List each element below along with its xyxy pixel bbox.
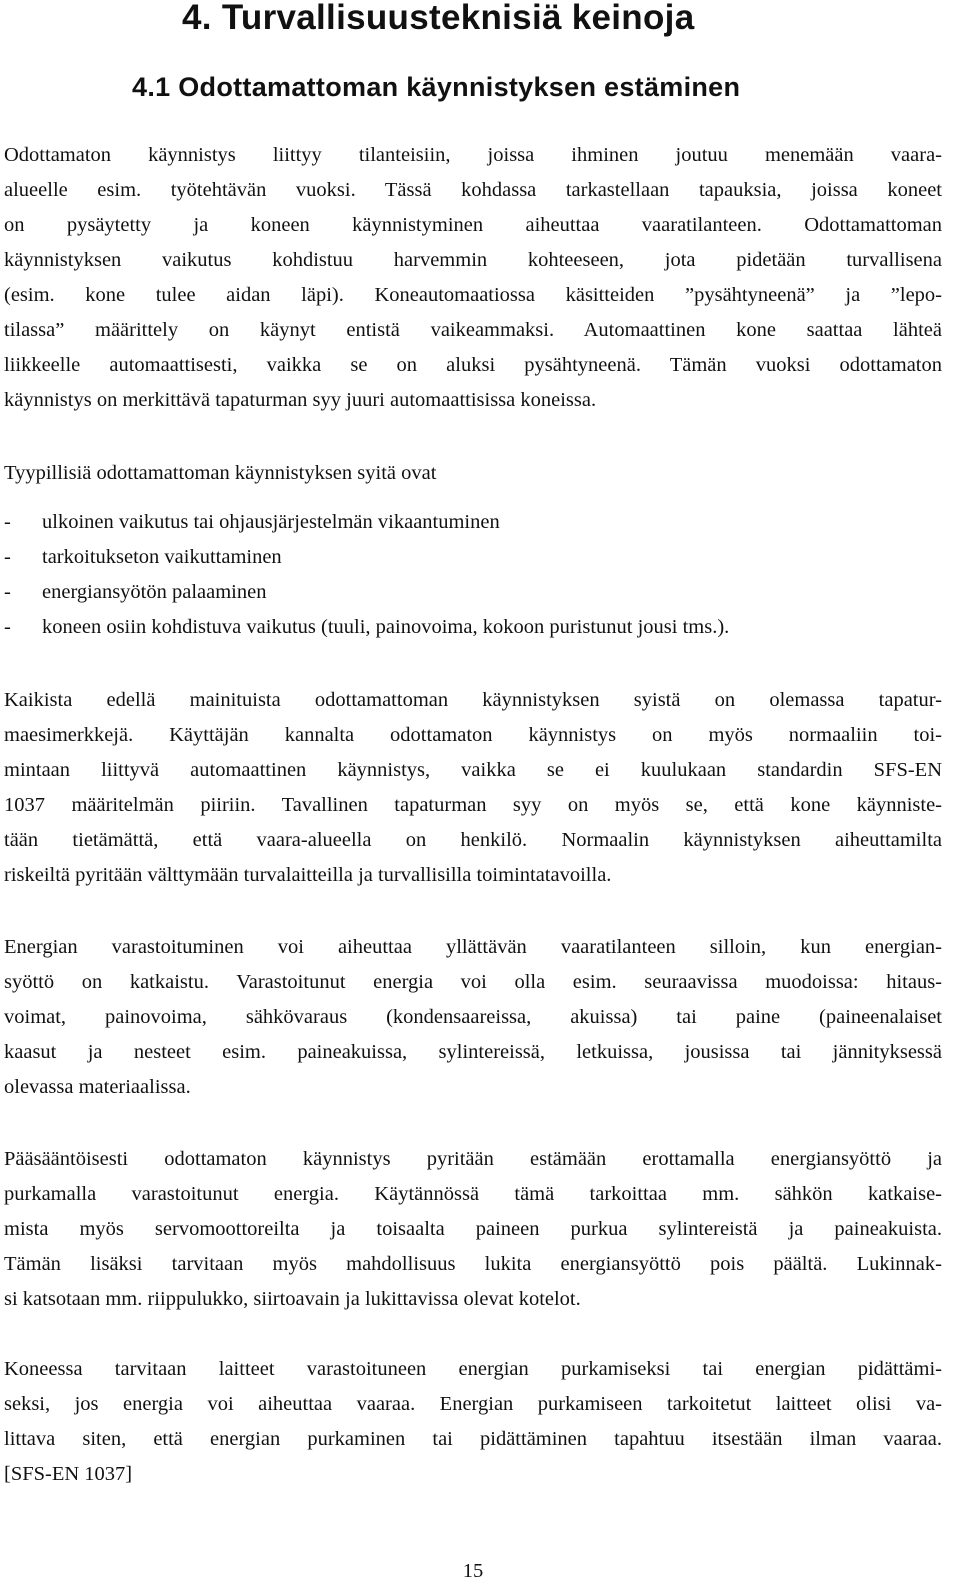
list-item-text: koneen osiin kohdistuva vaikutus (tuuli, painovoima, kokoon puristunut jousi tms.). bbox=[42, 616, 730, 638]
text-line: Tämän lisäksi tarvitaan myös mahdollisuus lukita energiansyöttö pois päältä. Lukinnak- bbox=[4, 1253, 942, 1275]
list-item bbox=[4, 610, 942, 645]
text-line: voimat, painovoima, sähkövaraus (kondensaareissa, akuissa) tai paine (paineenalaiset bbox=[4, 1006, 942, 1028]
cause-list bbox=[4, 505, 942, 645]
text-line: käynnistyksen vaikutus kohdistuu harvemmin kohteeseen, jota pidetään turvallisena bbox=[4, 249, 942, 271]
list-item-text: ulkoinen vaikutus tai ohjausjärjestelmän vikaantuminen bbox=[42, 511, 500, 533]
paragraph-examples bbox=[4, 683, 942, 893]
paragraph-prevention bbox=[4, 1142, 942, 1317]
page-number: 15 bbox=[462, 1560, 484, 1582]
text-line: Koneessa tarvitaan laitteet varastoituneen energian purkamiseksi tai energian pidättämi- bbox=[4, 1358, 942, 1380]
list-item bbox=[4, 505, 942, 540]
section-heading: 4.1 Odottamattoman käynnistyksen estäminen bbox=[132, 72, 741, 102]
text-line: Energian varastoituminen voi aiheuttaa yllättävän vaaratilanteen silloin, kun energian- bbox=[4, 936, 942, 958]
list-item bbox=[4, 540, 942, 575]
text-line: purkamalla varastoitunut energia. Käytännössä tämä tarkoittaa mm. sähkön katkaise- bbox=[4, 1183, 942, 1205]
list-dash: - bbox=[4, 581, 11, 603]
list-item bbox=[4, 575, 942, 610]
list-dash: - bbox=[4, 546, 11, 568]
text-line: (esim. kone tulee aidan läpi). Koneautomaatiossa käsitteiden ”pysähtyneenä” ja ”lepo- bbox=[4, 284, 942, 306]
text-line: riskeiltä pyritään välttymään turvalaitteilla ja turvallisilla toimintatavoilla. bbox=[4, 864, 612, 886]
text-line: mintaan liittyvä automaattinen käynnistys, vaikka se ei kuulukaan standardin SFS-EN bbox=[4, 759, 942, 781]
text-line: alueelle esim. työtehtävän vuoksi. Tässä kohdassa tarkastellaan tapauksia, joissa koneet bbox=[4, 179, 942, 201]
list-dash: - bbox=[4, 616, 11, 638]
text-line: maesimerkkejä. Käyttäjän kannalta odottamaton käynnistys on myös normaaliin toi- bbox=[4, 724, 942, 746]
list-dash: - bbox=[4, 511, 11, 533]
text-line: tilassa” määrittely on käynyt entistä vaikeammaksi. Automaattinen kone saattaa lähteä bbox=[4, 319, 942, 341]
paragraph-list-intro bbox=[4, 456, 942, 491]
text-line: liikkeelle automaattisesti, vaikka se on aluksi pysähtyneenä. Tämän vuoksi odottamaton bbox=[4, 354, 942, 376]
text-line: [SFS-EN 1037] bbox=[4, 1463, 133, 1485]
text-line: 1037 määritelmän piiriin. Tavallinen tapaturman syy on myös se, että kone käynniste- bbox=[4, 794, 942, 816]
text-line: littava siten, että energian purkaminen tai pidättäminen tapahtuu itsestään ilman vaaraa. bbox=[4, 1428, 942, 1450]
text-line: si katsotaan mm. riippulukko, siirtoavain ja lukittavissa olevat kotelot. bbox=[4, 1288, 581, 1310]
text-line: mista myös servomoottoreilta ja toisaalta paineen purkua sylintereistä ja paineakuista. bbox=[4, 1218, 942, 1240]
chapter-heading: 4. Turvallisuusteknisiä keinoja bbox=[182, 0, 695, 37]
text-line: tään tietämättä, että vaara-alueella on henkilö. Normaalin käynnistyksen aiheuttamilta bbox=[4, 829, 942, 851]
paragraph-stored-energy bbox=[4, 930, 942, 1105]
text-line: käynnistys on merkittävä tapaturman syy juuri automaattisissa koneissa. bbox=[4, 389, 597, 411]
text-line: olevassa materiaalissa. bbox=[4, 1076, 191, 1098]
paragraph-intro bbox=[4, 138, 942, 418]
text-line: kaasut ja nesteet esim. paineakuissa, sylintereissä, letkuissa, jousissa tai jännityksessä bbox=[4, 1041, 942, 1063]
text-line: Tyypillisiä odottamattoman käynnistyksen syitä ovat bbox=[4, 462, 437, 484]
text-line: Kaikista edellä mainituista odottamattoman käynnistyksen syistä on olemassa tapatur- bbox=[4, 689, 942, 711]
text-line: syöttö on katkaistu. Varastoitunut energia voi olla esim. seuraavissa muodoissa: hitaus- bbox=[4, 971, 942, 993]
paragraph-energy-release bbox=[4, 1352, 942, 1492]
list-item-text: tarkoitukseton vaikuttaminen bbox=[42, 546, 282, 568]
text-line: seksi, jos energia voi aiheuttaa vaaraa. Energian purkamiseen tarkoitetut laitteet olisi va- bbox=[4, 1393, 942, 1415]
text-line: Odottamaton käynnistys liittyy tilanteisiin, joissa ihminen joutuu menemään vaara- bbox=[4, 144, 942, 166]
list-item-text: energiansyötön palaaminen bbox=[42, 581, 267, 603]
text-line: Pääsääntöisesti odottamaton käynnistys pyritään estämään erottamalla energiansyöttö ja bbox=[4, 1148, 942, 1170]
text-line: on pysäytetty ja koneen käynnistyminen aiheuttaa vaaratilanteen. Odottamattoman bbox=[4, 214, 942, 236]
